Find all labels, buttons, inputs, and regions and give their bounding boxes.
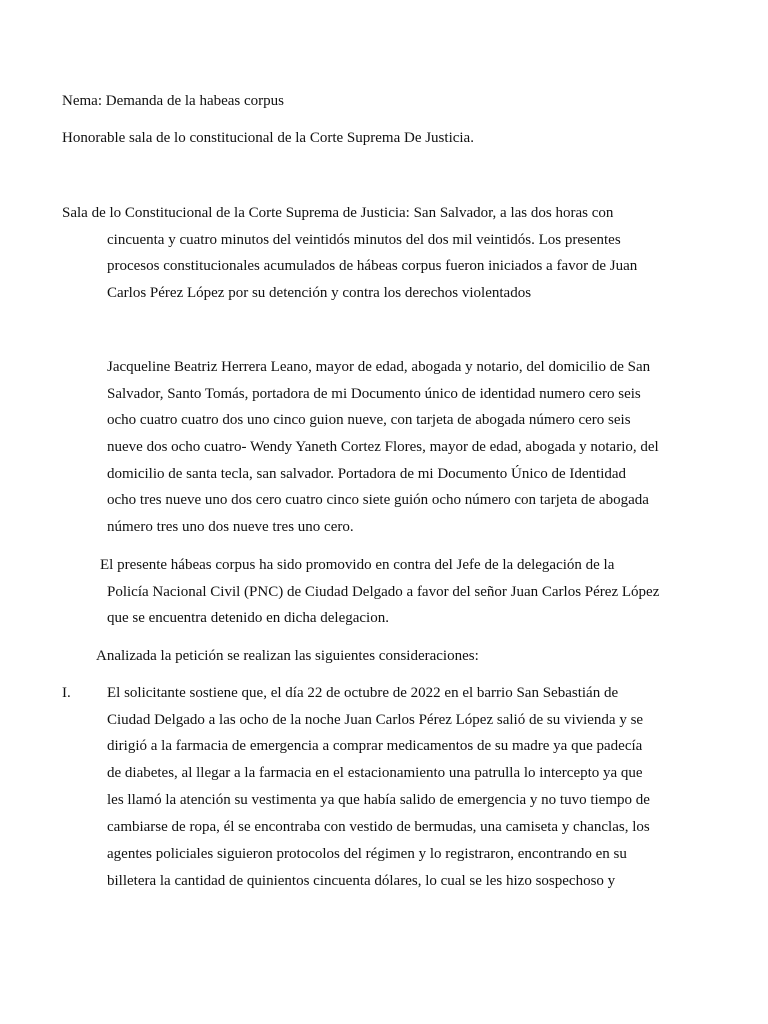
item-line: billetera la cantidad de quinientos cincuenta dólares, lo cual se les hizo sospechoso y <box>107 873 616 889</box>
item-line: agentes policiales siguieron protocolos del régimen y lo registraron, encontrando en su <box>107 846 627 862</box>
paragraph-line: que se encuentra detenido en dicha delegacion. <box>107 610 389 626</box>
paragraph-line: cincuenta y cuatro minutos del veintidós minutos del dos mil veintidós. Los presentes <box>107 232 621 248</box>
paragraph-line: Carlos Pérez López por su detención y contra los derechos violentados <box>107 285 532 301</box>
subject-line: Nema: Demanda de la habeas corpus <box>62 93 284 109</box>
paragraph-line: Sala de lo Constitucional de la Corte Suprema de Justicia: San Salvador, a las dos horas con <box>62 205 614 221</box>
item-line: dirigió a la farmacia de emergencia a comprar medicamentos de su madre ya que padecía <box>107 738 643 754</box>
paragraph-line: El presente hábeas corpus ha sido promovido en contra del Jefe de la delegación de la <box>100 557 615 573</box>
paragraph-line: Jacqueline Beatriz Herrera Leano, mayor de edad, abogada y notario, del domicilio de San <box>107 359 651 375</box>
paragraph-line: ocho tres nueve uno dos cero cuatro cinco siete guión ocho número con tarjeta de abogada <box>107 492 649 508</box>
paragraph-line: ocho cuatro cuatro dos uno cinco guion nueve, con tarjeta de abogada número cero seis <box>107 412 631 428</box>
paragraph-line: domicilio de santa tecla, san salvador. Portadora de mi Documento Único de Identidad <box>107 466 627 482</box>
paragraph-line: procesos constitucionales acumulados de hábeas corpus fueron iniciados a favor de Juan <box>107 258 638 274</box>
paragraph-line: nueve dos ocho cuatro- Wendy Yaneth Cortez Flores, mayor de edad, abogada y notario, del <box>107 439 659 455</box>
paragraph-line: Salvador, Santo Tomás, portadora de mi Documento único de identidad numero cero seis <box>107 386 641 402</box>
analysis-line: Analizada la petición se realizan las siguientes consideraciones: <box>96 648 479 664</box>
paragraph-line: número tres uno dos nueve tres uno cero. <box>107 519 354 535</box>
item-line: El solicitante sostiene que, el día 22 de octubre de 2022 en el barrio San Sebastián de <box>107 685 619 701</box>
item-line: de diabetes, al llegar a la farmacia en el estacionamiento una patrulla lo intercepto ya que <box>107 765 643 781</box>
item-line: les llamó la atención su vestimenta ya que había salido de emergencia y no tuvo tiempo de <box>107 792 650 808</box>
item-line: Ciudad Delgado a las ocho de la noche Juan Carlos Pérez López salió de su vivienda y se <box>107 712 644 728</box>
paragraph-line: Policía Nacional Civil (PNC) de Ciudad Delgado a favor del señor Juan Carlos Pérez López <box>107 584 660 600</box>
item-marker: I. <box>62 685 71 701</box>
item-line: cambiarse de ropa, él se encontraba con vestido de bermudas, una camiseta y chanclas, los <box>107 819 650 835</box>
salutation: Honorable sala de lo constitucional de la Corte Suprema De Justicia. <box>62 130 474 146</box>
